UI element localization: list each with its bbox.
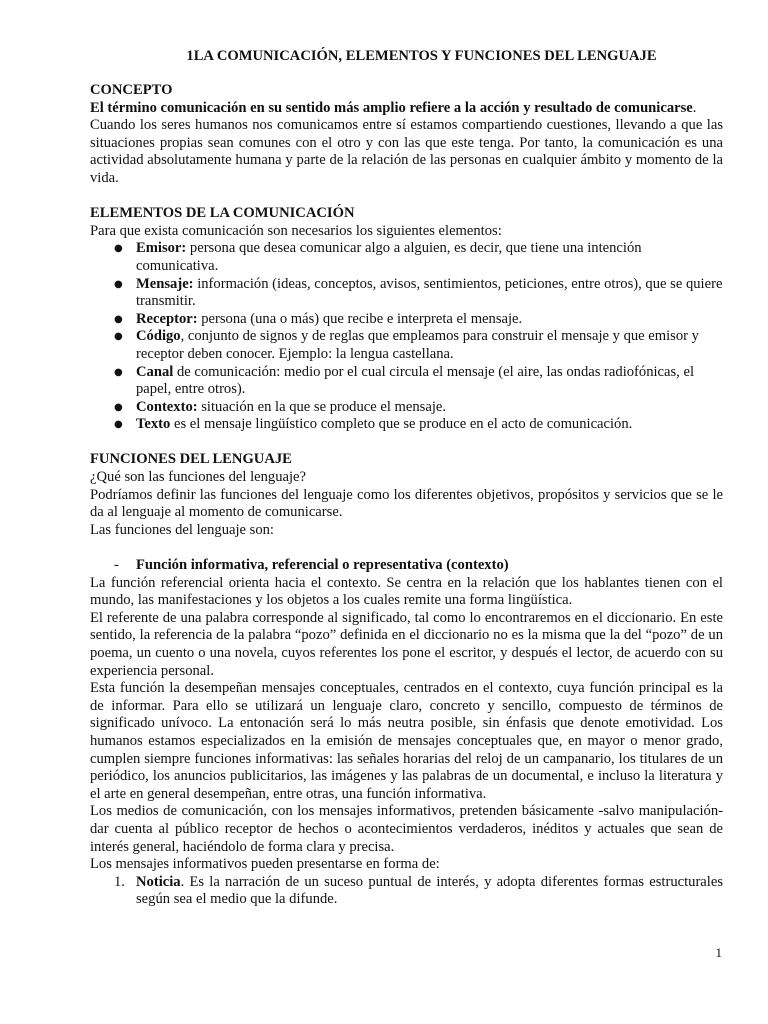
list-item-term: Código xyxy=(136,328,181,345)
list-item xyxy=(90,328,723,363)
section-heading-concepto: CONCEPTO xyxy=(90,82,173,98)
informativa-paragraph-2: El referente de una palabra corresponde al significado, tal como lo encontraremos en el diccionario. En este sentido, la referencia de la palabra “pozo” definida en el diccionario no es la misma que la del “pozo” de un poema, un cuento o una novela, cuyos referentes los pone el escritor, y después el lector, de acuerdo con su experiencia personal. xyxy=(90,609,723,679)
list-item xyxy=(90,311,723,329)
concepto-bold-lead-tail: . xyxy=(692,99,697,116)
bullet-icon: ● xyxy=(114,401,123,413)
list-item-text: información (ideas, conceptos, avisos, sentimientos, peticiones, entre otros), que se quiere transmitir. xyxy=(136,275,723,310)
informativa-paragraph-3: Esta función la desempeñan mensajes conceptuales, centrados en el contexto, cuya función principal es la de informar. Para ello se utilizará un lenguaje claro, concreto y sencillo, compuesto de términos de significado unívoco. La entonación será lo más neutra posible, sin énfasis que denote emotividad. Los humanos estamos especializados en la emisión de mensajes conceptuales que, en mayor o menor grado, cumplen siempre funciones informativas: las señales horarias del reloj de un campanario, los titulares de un periódico, los anuncios publicitarios, las imágenes y las palabras de un documental, e incluso la literatura y el arte en general desempeñan, entre otras, una función informativa. xyxy=(90,680,723,802)
list-item-term: Emisor: xyxy=(136,240,187,257)
bullet-icon: ● xyxy=(114,313,123,325)
funcion-informativa-heading xyxy=(90,557,723,575)
list-item-text: persona que desea comunicar algo a alguien, es decir, que tiene una intención comunicativa. xyxy=(136,240,642,274)
list-item-term: Contexto: xyxy=(136,398,198,415)
bullet-icon: ● xyxy=(114,419,123,431)
list-item-text: es el mensaje lingüístico completo que se produce en el acto de comunicación. xyxy=(170,416,633,433)
list-item-text: situación en la que se produce el mensaje. xyxy=(197,398,447,415)
list-item-text: . Es la narración de un suceso puntual de interés, y adopta diferentes formas estructurales según sea el medio que la difunde. xyxy=(136,873,723,908)
list-item-text: persona (una o más) que recibe e interpreta el mensaje. xyxy=(197,310,523,327)
funciones-definition: Podríamos definir las funciones del lenguaje como los diferentes objetivos, propósitos y servicios que se le da al lenguaje al momento de comunicarse. xyxy=(90,486,723,521)
page-number: 1 xyxy=(715,945,722,960)
list-item-term: Mensaje: xyxy=(136,275,194,292)
bullet-icon: ● xyxy=(114,243,123,255)
bullet-icon: ● xyxy=(114,278,123,290)
informativa-paragraph-5: Los mensajes informativos pueden presentarse en forma de: xyxy=(90,856,440,873)
section-heading-funciones: FUNCIONES DEL LENGUAJE xyxy=(90,451,292,468)
bullet-icon: ● xyxy=(114,331,123,343)
elementos-intro: Para que exista comunicación son necesarios los siguientes elementos: xyxy=(90,222,502,239)
document-title: 1LA COMUNICACIÓN, ELEMENTOS Y FUNCIONES DEL LENGUAJE xyxy=(186,48,657,64)
informativa-paragraph-1: La función referencial orienta hacia el contexto. Se centra en la relación que los hablantes tienen con el mundo, las manifestaciones y los objetos a los cuales remite una forma lingüística. xyxy=(90,574,723,609)
list-item xyxy=(90,416,723,434)
spacer xyxy=(90,434,723,452)
funcion-informativa-title: Función informativa, referencial o representativa (contexto) xyxy=(136,557,509,574)
elementos-list xyxy=(90,240,723,434)
informativa-numbered-list xyxy=(90,874,723,909)
list-item xyxy=(90,399,723,417)
document-page xyxy=(90,47,723,909)
list-item xyxy=(90,874,723,909)
section-heading-elementos: ELEMENTOS DE LA COMUNICACIÓN xyxy=(90,205,355,222)
concepto-bold-lead: El término comunicación en su sentido más amplio refiere a la acción y resultado de comunicarse xyxy=(90,99,693,116)
funciones-question: ¿Qué son las funciones del lenguaje? xyxy=(90,469,306,486)
list-item-term: Canal xyxy=(136,363,174,380)
informativa-paragraph-4: Los medios de comunicación, con los mensajes informativos, pretenden básicamente -salvo manipulación- dar cuenta al público receptor de hechos o acontecimientos verdaderos, inéditos y actuales que sean de interés general, haciéndolo de forma clara y precisa. xyxy=(90,803,723,855)
list-number: 1. xyxy=(114,873,125,890)
concepto-body: Cuando los seres humanos nos comunicamos entre sí estamos compartiendo cuestiones, llevando a que las situaciones propias sean comunes con el otro y con las que este tenga. Por tanto, la comunicación es una actividad absolutamente humana y parte de la relación de las personas en cualquier ámbito y momento de la vida. xyxy=(90,117,723,186)
list-item-term: Noticia xyxy=(136,873,181,890)
funciones-list-intro: Las funciones del lenguaje son: xyxy=(90,521,274,538)
list-item xyxy=(90,276,723,311)
concepto-paragraph xyxy=(90,100,723,118)
dash-marker: - xyxy=(114,557,119,574)
bullet-icon: ● xyxy=(114,366,123,378)
list-item xyxy=(90,240,723,275)
list-item-text: de comunicación: medio por el cual circula el mensaje (el aire, las ondas radiofónicas, el papel, entre otros). xyxy=(136,363,695,398)
list-item-term: Receptor: xyxy=(136,310,198,327)
list-item-text: , conjunto de signos y de reglas que empleamos para construir el mensaje y que emisor y receptor deben conocer. Ejemplo: la lengua castellana. xyxy=(136,328,699,362)
list-item-term: Texto xyxy=(136,416,171,433)
spacer xyxy=(90,188,723,206)
spacer xyxy=(90,539,723,557)
list-item xyxy=(90,364,723,399)
